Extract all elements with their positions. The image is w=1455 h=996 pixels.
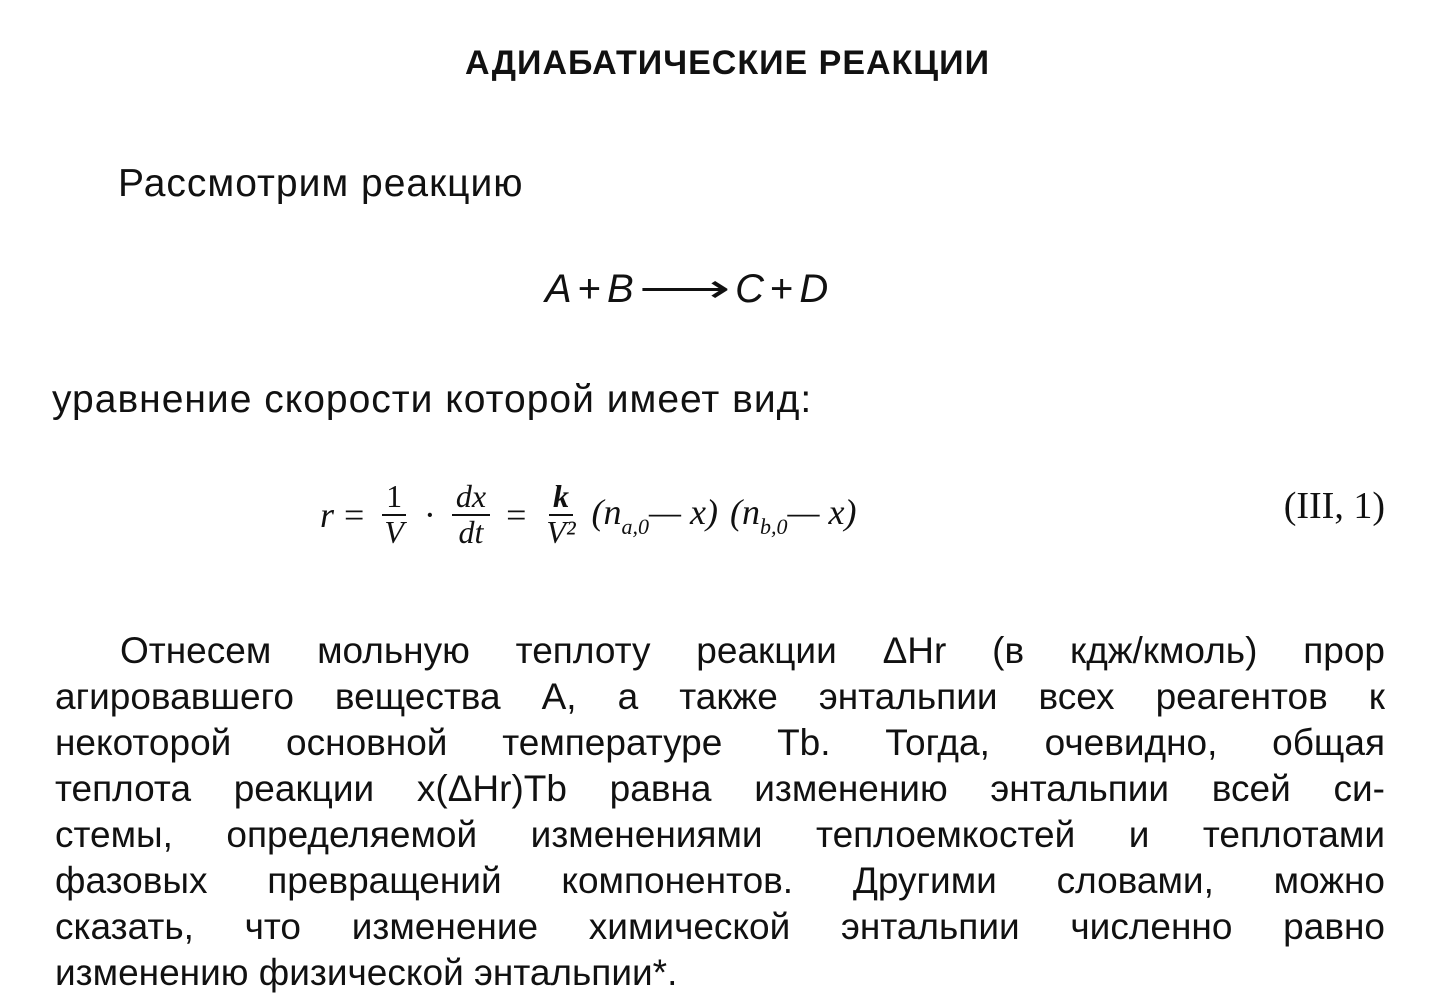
- term-b: [730, 491, 856, 540]
- fraction-k-over-v2: [542, 480, 579, 549]
- dot-operator: ·: [423, 495, 436, 535]
- term-a-open: (n: [591, 491, 622, 532]
- term-b-tail: — x): [787, 491, 857, 532]
- paragraph-line: сказать, что изменение химической энтальпии численно равно: [55, 906, 1385, 947]
- term-b-subscript: b,0: [760, 513, 788, 539]
- term-a-subscript: a,0: [621, 513, 650, 539]
- plus-sign: +: [577, 267, 602, 311]
- paragraph-line: агировавшего вещества A, а также энтальпии всех реагентов к: [55, 676, 1385, 717]
- product-c: C: [735, 267, 764, 311]
- equation-number: (III, 1): [1283, 485, 1385, 527]
- rate-symbol: r: [320, 495, 335, 535]
- fraction-denominator: V: [384, 514, 404, 550]
- reactant-a: A: [545, 267, 572, 311]
- rate-equation: [320, 470, 857, 560]
- paragraph-line: теплота реакции x(ΔHr)Tb равна изменению энтальпии всей си-: [55, 768, 1385, 809]
- fraction-numerator: 1: [382, 480, 406, 516]
- fraction-denominator: V²: [546, 514, 576, 550]
- rate-intro-text: уравнение скорости которой имеет вид:: [52, 378, 813, 421]
- term-b-open: (n: [730, 491, 761, 532]
- fraction-numerator: dx: [452, 480, 490, 516]
- reactant-b: B: [607, 267, 634, 311]
- reaction-equation: [545, 266, 828, 312]
- section-heading: АДИАБАТИЧЕСКИЕ РЕАКЦИИ: [464, 44, 991, 82]
- paragraph-line: изменению физической энтальпии*.: [55, 952, 678, 993]
- paragraph-line: некоторой основной температуре Tb. Тогда, очевидно, общая: [55, 722, 1385, 763]
- paragraph-line: фазовых превращений компонентов. Другими словами, можно: [55, 860, 1385, 901]
- equals-sign-2: =: [506, 495, 527, 535]
- fraction-dx-dt: [452, 480, 490, 549]
- equals-sign: =: [344, 495, 365, 535]
- fraction-one-over-v: [380, 480, 408, 549]
- paragraph-line: Отнесем мольную теплоту реакции ΔHr (в кдж/кмоль) прор: [120, 630, 1385, 671]
- reaction-arrow: ⟶: [638, 267, 731, 311]
- intro-text: Рассмотрим реакцию: [118, 162, 524, 205]
- term-a-tail: — x): [649, 491, 719, 532]
- body-paragraph: [55, 628, 1385, 996]
- fraction-numerator: k: [549, 480, 573, 516]
- plus-sign-2: +: [769, 267, 794, 311]
- paragraph-line: стемы, определяемой изменениями теплоемкостей и теплотами: [55, 814, 1385, 855]
- product-d: D: [799, 267, 829, 311]
- fraction-denominator: dt: [458, 514, 484, 550]
- term-a: [592, 491, 718, 540]
